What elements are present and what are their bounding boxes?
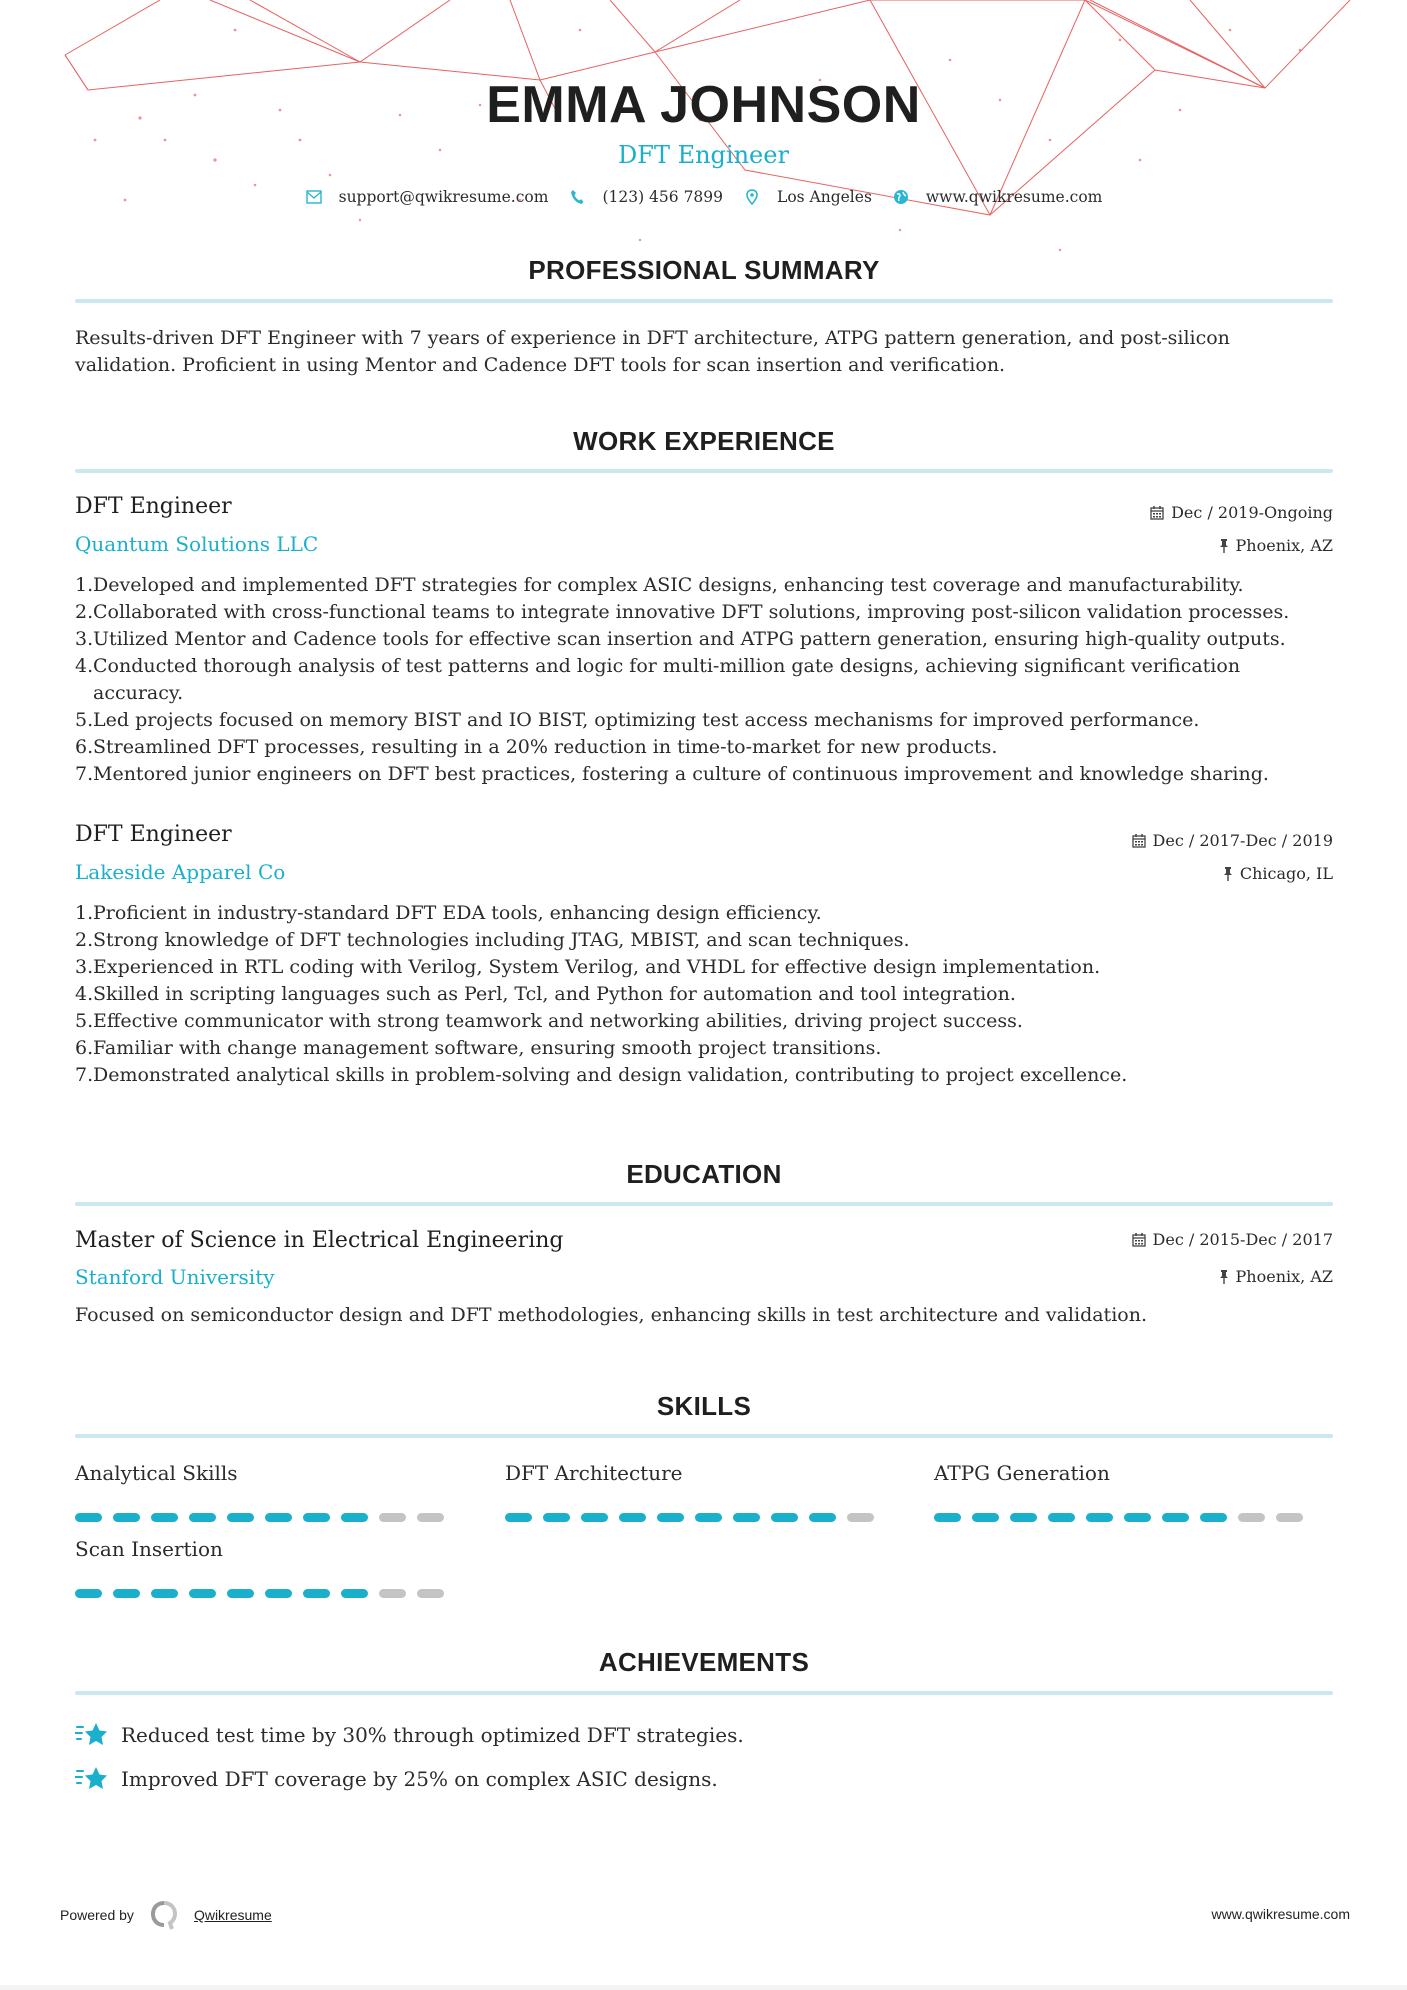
footer-powered-by	[60, 1900, 272, 1930]
skill-level-segment	[303, 1589, 330, 1598]
job-location-text: Phoenix, AZ	[1235, 536, 1333, 555]
section-title-education: EDUCATION	[626, 1159, 782, 1189]
job-bullet: 7. Mentored junior engineers on DFT best practices, fostering a culture of continuous improvement and knowledge sharing.	[75, 763, 1269, 785]
skill-level-segment	[379, 1513, 406, 1522]
skill-level-segment	[227, 1513, 254, 1522]
skill-level-segment	[1276, 1513, 1303, 1522]
education-dates-text: Dec / 2015-Dec / 2017	[1152, 1230, 1333, 1249]
skill-level-segment	[581, 1513, 608, 1522]
education-description: Focused on semiconductor design and DFT methodologies, enhancing skills in test architecture and validation.	[75, 1304, 1147, 1326]
job-bullet: 5. Effective communicator with strong teamwork and networking abilities, driving project success.	[75, 1010, 1023, 1032]
footer-url[interactable]: www.qwikresume.com	[1211, 1906, 1350, 1922]
job-dates	[1150, 503, 1333, 522]
job-location	[1223, 864, 1333, 883]
job-location	[1219, 536, 1333, 555]
education-location	[1219, 1267, 1333, 1286]
skill-level-segment	[657, 1513, 684, 1522]
skill-level-segment	[341, 1589, 368, 1598]
job-bullet: 7. Demonstrated analytical skills in problem-solving and design validation, contributing to project excellence.	[75, 1064, 1128, 1086]
candidate-role: DFT Engineer	[618, 141, 789, 169]
skill-level-segment	[303, 1513, 330, 1522]
job-company: Lakeside Apparel Co	[75, 860, 286, 884]
job-bullet: 4. Conducted thorough analysis of test patterns and logic for multi-million gate designs, achieving significant verification accuracy.	[75, 655, 1241, 704]
skill-level-segment	[1162, 1513, 1189, 1522]
map-pin-icon	[743, 188, 761, 206]
skill-level-segment	[189, 1589, 216, 1598]
pushpin-icon	[1219, 539, 1229, 553]
skill-level-segment	[771, 1513, 798, 1522]
achievement-item	[75, 1720, 744, 1750]
skill-item	[75, 1535, 455, 1598]
job-company: Quantum Solutions LLC	[75, 532, 319, 556]
job-bullets	[75, 572, 1335, 788]
calendar-icon	[1132, 1232, 1146, 1247]
section-title-skills: SKILLS	[656, 1391, 752, 1421]
skill-level-bar	[934, 1513, 1314, 1522]
skill-level-segment	[543, 1513, 570, 1522]
skill-level-segment	[189, 1513, 216, 1522]
job-bullet: 2. Collaborated with cross-functional teams to integrate innovative DFT solutions, improving post-silicon validation processes.	[75, 601, 1290, 623]
skill-level-segment	[619, 1513, 646, 1522]
summary-text: Results-driven DFT Engineer with 7 years of experience in DFT architecture, ATPG pattern generation, and post-silicon validation. Proficient in using Mentor and Cadence DFT tools for scan insertion and verification.	[75, 327, 1230, 376]
section-divider	[75, 1434, 1333, 1438]
skill-level-segment	[113, 1513, 140, 1522]
skill-name: ATPG Generation	[934, 1461, 1110, 1485]
skill-level-segment	[265, 1513, 292, 1522]
skill-level-segment	[934, 1513, 961, 1522]
skill-level-segment	[113, 1589, 140, 1598]
skill-level-segment	[695, 1513, 722, 1522]
skill-level-segment	[847, 1513, 874, 1522]
job-dates-text: Dec / 2017-Dec / 2019	[1152, 831, 1333, 850]
qwikresume-link[interactable]: Qwikresume	[193, 1907, 272, 1923]
skill-level-segment	[1200, 1513, 1227, 1522]
achievement-text: Reduced test time by 30% through optimized DFT strategies.	[121, 1723, 744, 1747]
pushpin-icon	[1223, 867, 1233, 881]
skill-name: Analytical Skills	[75, 1461, 238, 1485]
phone-icon	[568, 188, 586, 206]
section-title-summary: PROFESSIONAL SUMMARY	[528, 255, 880, 285]
calendar-icon	[1132, 833, 1146, 848]
skill-level-segment	[151, 1589, 178, 1598]
skill-level-segment	[505, 1513, 532, 1522]
skill-level-segment	[1048, 1513, 1075, 1522]
skill-level-segment	[417, 1513, 444, 1522]
skill-level-bar	[75, 1513, 455, 1522]
skill-level-bar	[75, 1589, 455, 1598]
job-title: DFT Engineer	[75, 494, 232, 519]
section-divider	[75, 1202, 1333, 1206]
job-bullet: 5. Led projects focused on memory BIST and IO BIST, optimizing test access mechanisms for improved performance.	[75, 709, 1200, 731]
qwikresume-logo-icon	[150, 1900, 178, 1930]
school-name: Stanford University	[75, 1265, 275, 1289]
calendar-icon	[1150, 505, 1164, 520]
envelope-icon	[305, 188, 323, 206]
job-dates	[1132, 831, 1333, 850]
job-bullet: 6. Familiar with change management software, ensuring smooth project transitions.	[75, 1037, 882, 1059]
job-bullet: 1. Developed and implemented DFT strategies for complex ASIC designs, enhancing test coverage and manufacturability.	[75, 574, 1244, 596]
skill-level-segment	[809, 1513, 836, 1522]
section-divider	[75, 299, 1333, 303]
skill-level-segment	[1086, 1513, 1113, 1522]
contact-email-text: support@qwikresume.com	[338, 188, 549, 206]
contact-location	[743, 188, 872, 206]
contact-location-text: Los Angeles	[777, 188, 872, 206]
contact-email[interactable]	[305, 188, 549, 206]
skill-level-segment	[417, 1589, 444, 1598]
skill-level-segment	[75, 1513, 102, 1522]
bottom-strip	[0, 1985, 1407, 1990]
powered-by-label: Powered by	[60, 1907, 134, 1923]
shooting-star-icon	[75, 1720, 109, 1750]
section-title-achievements: ACHIEVEMENTS	[598, 1647, 810, 1677]
skill-level-segment	[972, 1513, 999, 1522]
skill-level-segment	[1124, 1513, 1151, 1522]
section-title-experience: WORK EXPERIENCE	[573, 426, 835, 456]
pushpin-icon	[1219, 1270, 1229, 1284]
skill-name: DFT Architecture	[505, 1461, 683, 1485]
skill-level-segment	[1238, 1513, 1265, 1522]
degree-title: Master of Science in Electrical Engineering	[75, 1228, 564, 1253]
job-bullet: 4. Skilled in scripting languages such as Perl, Tcl, and Python for automation and tool integration.	[75, 983, 1016, 1005]
section-divider	[75, 1691, 1333, 1695]
skill-level-segment	[1010, 1513, 1037, 1522]
contact-phone[interactable]	[568, 188, 723, 206]
globe-icon	[892, 188, 910, 206]
skill-level-segment	[227, 1589, 254, 1598]
skill-level-segment	[379, 1589, 406, 1598]
job-dates-text: Dec / 2019-Ongoing	[1171, 503, 1333, 522]
skill-name: Scan Insertion	[75, 1537, 223, 1561]
job-bullet: 1. Proficient in industry-standard DFT EDA tools, enhancing design efficiency.	[75, 902, 822, 924]
skill-level-segment	[733, 1513, 760, 1522]
skill-level-segment	[75, 1589, 102, 1598]
achievement-text: Improved DFT coverage by 25% on complex ASIC designs.	[121, 1767, 718, 1791]
achievement-item	[75, 1764, 718, 1794]
resume-header	[0, 74, 1407, 206]
candidate-name: EMMA JOHNSON	[486, 76, 921, 134]
education-dates	[1132, 1230, 1333, 1249]
job-bullet: 6. Streamlined DFT processes, resulting in a 20% reduction in time-to-market for new products.	[75, 736, 998, 758]
job-bullets	[75, 900, 1335, 1089]
shooting-star-icon	[75, 1764, 109, 1794]
contact-bar	[0, 188, 1407, 206]
job-title: DFT Engineer	[75, 822, 232, 847]
contact-phone-text: (123) 456 7899	[602, 188, 724, 206]
contact-website-text: www.qwikresume.com	[925, 188, 1103, 206]
skill-item	[934, 1459, 1314, 1522]
job-bullet: 3. Utilized Mentor and Cadence tools for effective scan insertion and ATPG pattern generation, ensuring high-quality outputs.	[75, 628, 1286, 650]
job-bullet: 3. Experienced in RTL coding with Verilog, System Verilog, and VHDL for effective design implementation.	[75, 956, 1101, 978]
skill-level-segment	[341, 1513, 368, 1522]
contact-website[interactable]	[892, 188, 1102, 206]
skill-item	[75, 1459, 455, 1522]
skill-item	[505, 1459, 885, 1522]
job-location-text: Chicago, IL	[1239, 864, 1333, 883]
education-location-text: Phoenix, AZ	[1235, 1267, 1333, 1286]
skill-level-segment	[265, 1589, 292, 1598]
job-bullet: 2. Strong knowledge of DFT technologies including JTAG, MBIST, and scan techniques.	[75, 929, 910, 951]
section-divider	[75, 469, 1333, 473]
skill-level-segment	[151, 1513, 178, 1522]
skill-level-bar	[505, 1513, 885, 1522]
